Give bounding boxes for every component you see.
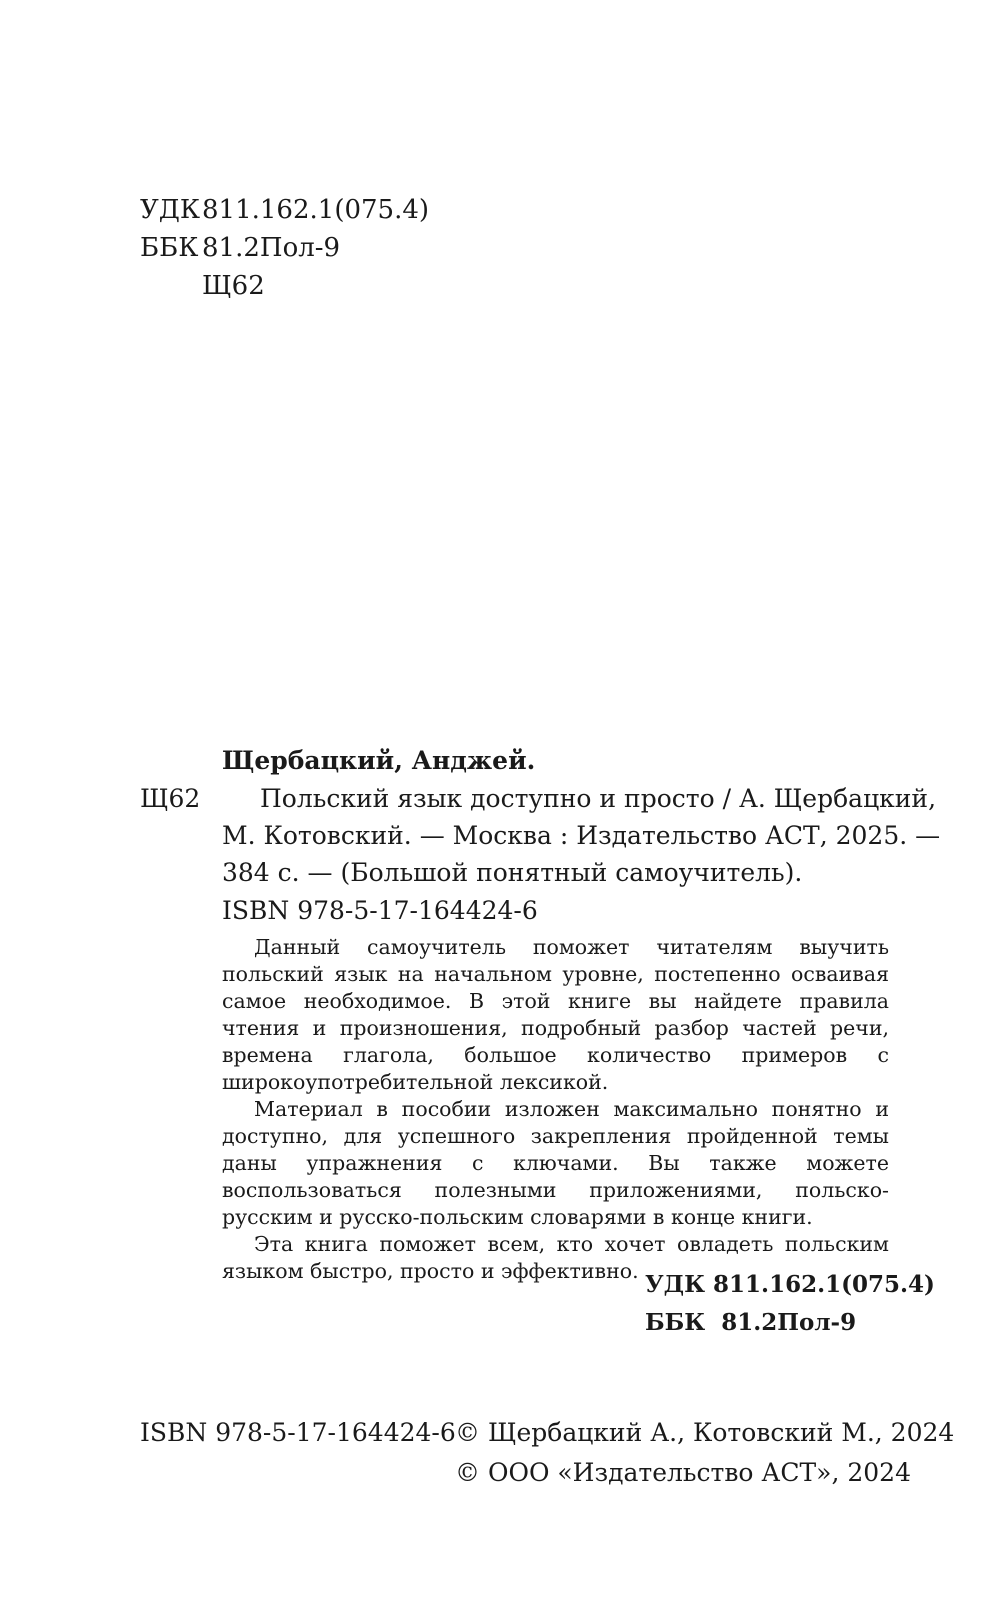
top-bbk-line bbox=[140, 229, 429, 267]
copyright-publisher: © ООО «Издательство АСТ», 2024 bbox=[455, 1458, 911, 1487]
annotation-paragraph: Данный самоучитель поможет читателям выучить польский язык на начальном уровне, постепенно осваивая самое необходимое. В этой книге вы найдете правила чтения и произношения, подробный разбор частей речи, времена глагола, большое количество примеров с широкоупотребительной лексикой. bbox=[222, 935, 889, 1094]
annotation-paragraph: Материал в пособии изложен максимально понятно и доступно, для успешного закрепления пройденной темы даны упражнения с ключами. Вы также можете воспользоваться полезными приложениями, польско-русским и русско-польским словарями в конце книги. bbox=[222, 1097, 889, 1229]
top-classification bbox=[140, 191, 429, 305]
author-heading: Щербацкий, Анджей. bbox=[222, 746, 536, 775]
top-udk-value: 811.162.1(075.4) bbox=[202, 195, 430, 225]
footer-copyrights bbox=[455, 1413, 954, 1493]
footer-isbn: ISBN 978-5-17-164424-6 bbox=[140, 1418, 456, 1447]
annotation-paragraph: Эта книга поможет всем, кто хочет овладеть польским языком быстро, просто и эффективно. bbox=[222, 1232, 889, 1283]
bottom-bbk: ББК 81.2Пол-9 bbox=[645, 1309, 857, 1336]
bib-line: М. Котовский. — Москва : Издательство АСТ, 2025. — bbox=[222, 821, 941, 850]
top-bbk-value: 81.2Пол-9 bbox=[202, 233, 341, 263]
bib-line: 384 с. — (Большой понятный самоучитель). bbox=[222, 858, 803, 887]
bottom-classification bbox=[645, 1266, 935, 1342]
bottom-udk: УДК 811.162.1(075.4) bbox=[645, 1271, 935, 1298]
bibliographic-description bbox=[222, 780, 940, 891]
record-isbn: ISBN 978-5-17-164424-6 bbox=[222, 896, 538, 925]
top-author-sign-line bbox=[140, 267, 429, 305]
copyright-authors: © Щербацкий А., Котовский М., 2024 bbox=[455, 1418, 955, 1447]
top-bbk-label: ББК bbox=[140, 233, 199, 263]
top-udk-label: УДК bbox=[140, 195, 201, 225]
annotation bbox=[222, 934, 889, 1285]
record-author-sign: Щ62 bbox=[140, 784, 201, 813]
top-udk-line bbox=[140, 191, 429, 229]
bib-line: Польский язык доступно и просто / А. Щербацкий, bbox=[260, 784, 937, 813]
top-author-sign: Щ62 bbox=[202, 271, 265, 301]
